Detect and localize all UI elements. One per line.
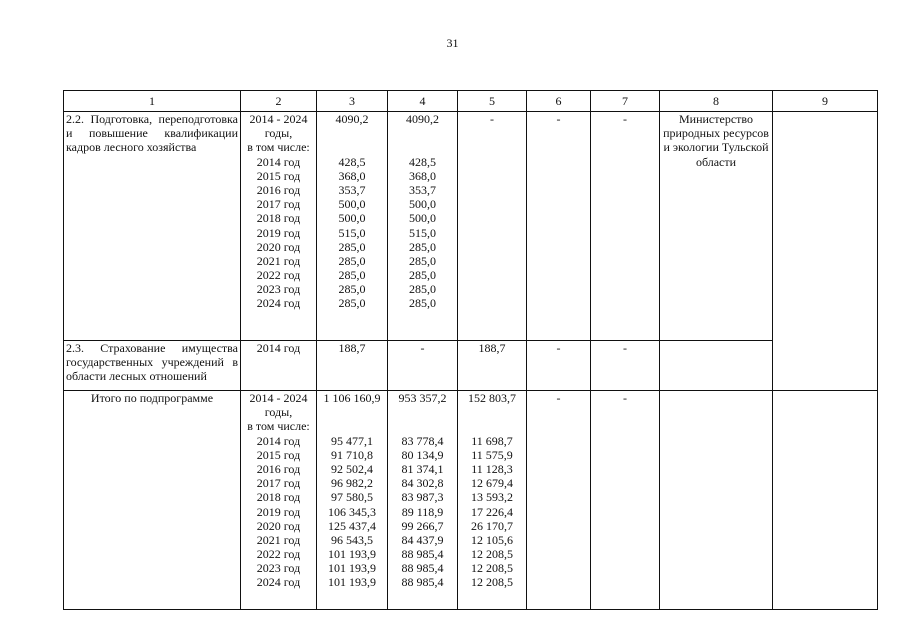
year-value: 353,7	[409, 182, 436, 197]
year-value: 285,0	[409, 268, 436, 283]
year-label: 2016 год	[256, 182, 301, 197]
year-value: 12 208,5	[471, 547, 513, 562]
year-value: 368,0	[409, 168, 436, 183]
period-cell	[241, 391, 317, 610]
year-label: 2015 год	[256, 168, 301, 183]
year-label: 2017 год	[256, 476, 301, 491]
header-cell: 5	[458, 91, 527, 112]
year-value: 83 778,4	[401, 433, 444, 448]
year-value: 83 987,3	[401, 490, 444, 505]
year-value: 88 985,4	[401, 575, 444, 590]
year-value: 285,0	[338, 296, 366, 311]
header-cell: 4	[388, 91, 458, 112]
table-row	[64, 341, 878, 391]
total-label: Итого по подпрограмме	[64, 391, 241, 610]
year-value: 97 580,5	[331, 490, 373, 505]
municipal-cell: -	[527, 112, 591, 341]
year-value: 99 266,7	[401, 518, 444, 533]
year-value: 13 593,2	[471, 490, 513, 505]
year-value: 11 128,3	[471, 461, 513, 476]
year-value: 285,0	[338, 282, 366, 297]
period-line: в том числе:	[247, 419, 310, 434]
year-value: 285,0	[409, 253, 436, 268]
period-line: в том числе:	[247, 140, 310, 155]
year-label: 2017 год	[256, 197, 301, 212]
executor-cell	[660, 391, 773, 610]
period-cell: 2014 год	[241, 341, 317, 391]
year-value: 80 134,9	[401, 447, 444, 462]
year-value: 11 575,9	[471, 447, 513, 462]
federal-cell: 188,7	[458, 341, 527, 391]
year-value: 92 502,4	[331, 461, 373, 476]
year-value: 500,0	[338, 211, 366, 226]
period-cell	[241, 112, 317, 341]
executor-cell: Министерство природных ресурсов и экологии Тульской области	[660, 112, 773, 341]
header-cell: 6	[527, 91, 591, 112]
extrabudget-cell: -	[591, 391, 660, 610]
value-list	[319, 434, 385, 590]
year-label: 2021 год	[256, 532, 301, 547]
period-line: годы,	[264, 405, 293, 420]
year-value: 88 985,4	[401, 547, 444, 562]
year-value: 26 170,7	[471, 518, 513, 533]
extrabudget-cell: -	[591, 112, 660, 341]
year-value: 91 710,8	[331, 447, 373, 462]
year-value: 285,0	[338, 253, 366, 268]
year-label: 2021 год	[256, 253, 301, 268]
year-value: 96 543,5	[331, 532, 373, 547]
federal-cell: -	[458, 112, 527, 341]
year-label: 2015 год	[256, 447, 301, 462]
year-label: 2014 год	[256, 433, 301, 448]
year-value: 17 226,4	[471, 504, 513, 519]
year-label: 2016 год	[256, 461, 301, 476]
header-row	[64, 91, 878, 112]
year-value: 12 208,5	[471, 575, 513, 590]
activity-name: 2.2. Подготовка, переподготовка и повышение квалификации кадров лесного хозяйства	[64, 112, 241, 341]
year-value: 125 437,4	[328, 518, 376, 533]
year-value: 285,0	[409, 296, 436, 311]
year-value: 500,0	[338, 197, 366, 212]
year-value: 12 105,6	[471, 532, 513, 547]
year-value: 353,7	[338, 182, 366, 197]
value-list	[390, 434, 455, 590]
activity-name: 2.3. Страхование имущества государственных учреждений в области лесных отношений	[64, 341, 241, 391]
total-cell	[317, 391, 388, 610]
total-cell	[317, 112, 388, 341]
year-value: 285,0	[338, 239, 366, 254]
year-value: 515,0	[409, 225, 436, 240]
municipal-cell: -	[527, 391, 591, 610]
indicator-cell	[773, 112, 878, 341]
header-cell: 3	[317, 91, 388, 112]
table-row-total	[64, 391, 878, 610]
year-list	[243, 434, 314, 590]
header-cell: 2	[241, 91, 317, 112]
year-label: 2024 год	[256, 575, 301, 590]
header-cell: 9	[773, 91, 878, 112]
period-line: годы,	[264, 126, 293, 141]
year-value: 81 374,1	[401, 461, 444, 476]
year-value: 428,5	[338, 154, 366, 169]
year-value: 84 302,8	[401, 476, 444, 491]
total-value: 1 106 160,9	[323, 391, 381, 405]
municipal-cell: -	[527, 341, 591, 391]
year-label: 2018 год	[256, 490, 301, 505]
year-value: 515,0	[338, 225, 366, 240]
federal-cell	[458, 391, 527, 610]
year-value: 428,5	[409, 154, 436, 169]
regional-value: 953 357,2	[398, 391, 447, 405]
table-row	[64, 112, 878, 341]
year-label: 2023 год	[256, 561, 301, 576]
year-label: 2019 год	[256, 225, 301, 240]
value-list	[319, 155, 385, 311]
year-value: 285,0	[409, 282, 436, 297]
year-value: 11 698,7	[471, 433, 513, 448]
year-value: 95 477,1	[331, 433, 373, 448]
year-value: 88 985,4	[401, 561, 444, 576]
year-label: 2020 год	[256, 239, 301, 254]
year-value: 101 193,9	[328, 561, 376, 576]
year-value: 12 679,4	[471, 476, 513, 491]
year-value: 285,0	[338, 268, 366, 283]
federal-value: 152 803,7	[468, 391, 516, 405]
year-label: 2024 год	[256, 296, 301, 311]
year-label: 2018 год	[256, 211, 301, 226]
year-value: 12 208,5	[471, 561, 513, 576]
year-value: 101 193,9	[328, 547, 376, 562]
regional-cell: -	[388, 341, 458, 391]
year-value: 500,0	[409, 197, 436, 212]
year-label: 2022 год	[256, 268, 301, 283]
header-cell: 8	[660, 91, 773, 112]
total-value: 4090,2	[335, 112, 369, 126]
year-label: 2022 год	[256, 547, 301, 562]
year-value: 96 982,2	[331, 476, 373, 491]
header-cell: 7	[591, 91, 660, 112]
year-label: 2014 год	[256, 154, 301, 169]
year-value: 368,0	[338, 168, 366, 183]
regional-value: 4090,2	[406, 112, 439, 126]
executor-cell	[660, 341, 773, 391]
year-value: 106 345,3	[328, 504, 376, 519]
indicator-cell	[773, 391, 878, 610]
value-list	[460, 434, 524, 590]
year-value: 89 118,9	[401, 504, 444, 519]
header-cell: 1	[64, 91, 241, 112]
period-line: 2014 - 2024	[249, 112, 308, 126]
year-label: 2023 год	[256, 282, 301, 297]
year-label: 2019 год	[256, 504, 301, 519]
year-value: 500,0	[409, 211, 436, 226]
year-value: 84 437,9	[401, 532, 444, 547]
year-value: 285,0	[409, 239, 436, 254]
period-line: 2014 - 2024	[249, 391, 308, 405]
year-value: 101 193,9	[328, 575, 376, 590]
page-number: 31	[446, 36, 459, 50]
indicator-cell	[773, 341, 878, 391]
regional-cell	[388, 391, 458, 610]
year-label: 2020 год	[256, 518, 301, 533]
extrabudget-cell: -	[591, 341, 660, 391]
program-table	[63, 90, 878, 610]
regional-cell	[388, 112, 458, 341]
total-cell: 188,7	[317, 341, 388, 391]
value-list	[390, 155, 455, 311]
year-list	[243, 155, 314, 311]
